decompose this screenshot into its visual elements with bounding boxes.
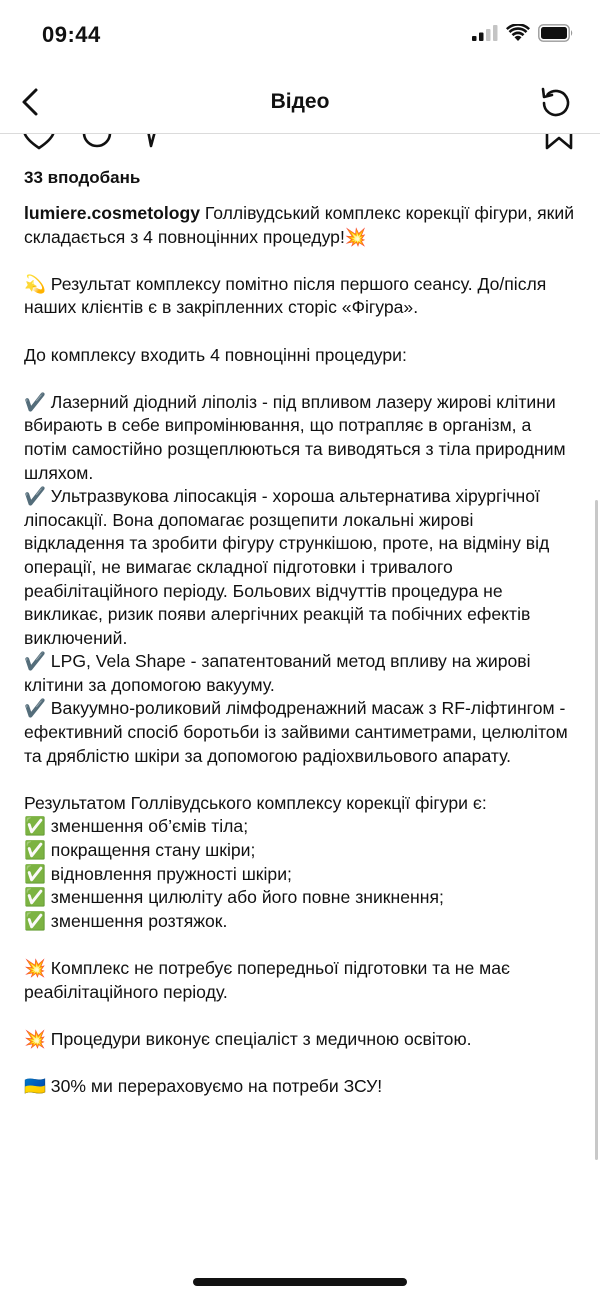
battery-icon <box>538 24 574 42</box>
post-content <box>24 160 576 1099</box>
post-actions-row <box>0 134 600 152</box>
status-icons <box>472 24 574 42</box>
username-link[interactable]: lumiere.cosmetology <box>24 203 200 223</box>
heart-icon[interactable] <box>22 134 56 150</box>
signal-icon <box>472 25 498 41</box>
status-time: 09:44 <box>42 22 101 47</box>
page-title: Відео <box>270 90 330 113</box>
comment-icon[interactable] <box>80 134 114 152</box>
bookmark-icon[interactable] <box>544 134 574 152</box>
caption-text: Голлівудський комплекс корекції фігури, який складається з 4 повноцінних процедур!💥 💫 Результат комплексу помітно після першого сеансу. До/після наших клієнтів є в закріпленних сторіс «Фігура». До комплексу входить 4 повноцінні процедури: ✔️ Лазерний діодний ліполіз - під впливом лазеру жирові клітини вбирають в себе випромінювання, що потрапляє в організм, а потім самостійно розщеплюються та виводяться з тіла природним шляхом. ✔️ Ультразвукова ліпосакція - хороша альтернатива хірургічної ліпосакції. Вона допомагає розщепити локальні жирові відкладення та зробити фігуру стрункішою, проте, на відміну від операції, не вимагає складної підготовки і тривалого реабілітаційного періоду. Больових відчуттів процедура не викликає, ризик появи алергічних реакцій та побічних ефектів виключений. ✔️ LPG, Vela Shape - запатентований метод впливу на жирові клітини за допомогою вакууму. ✔️ Вакуумно-роликовий лімфодренажний масаж з RF-ліфтингом - ефективний спосіб боротьби із зайвими сантиметрами, целюлітом та дряблістю шкіри за допомогою радіохвильового апарату. Результатом Голлівудського комплексу корекції фігури є: ✅ зменшення об’ємів тіла; ✅ покращення стану шкіри; ✅ відновлення пружності шкіри; ✅ зменшення цилюліту або його повне зникнення; ✅ зменшення розтяжок. 💥 Комплекс не потребує попередньої підготовки та не має реабілітаційного періоду. 💥 Процедури виконує спеціаліст з медичною освітою. 🇺🇦 30% ми перераховуємо на потреби ЗСУ! <box>24 203 575 1096</box>
post-caption <box>24 202 576 1099</box>
status-bar <box>0 0 600 72</box>
share-icon[interactable] <box>142 134 162 152</box>
nav-bar <box>0 72 600 134</box>
refresh-icon[interactable] <box>538 84 574 120</box>
home-indicator[interactable] <box>193 1278 407 1286</box>
scrollbar[interactable] <box>595 500 598 1160</box>
wifi-icon <box>506 24 530 42</box>
likes-count[interactable]: 33 вподобань <box>24 168 141 187</box>
